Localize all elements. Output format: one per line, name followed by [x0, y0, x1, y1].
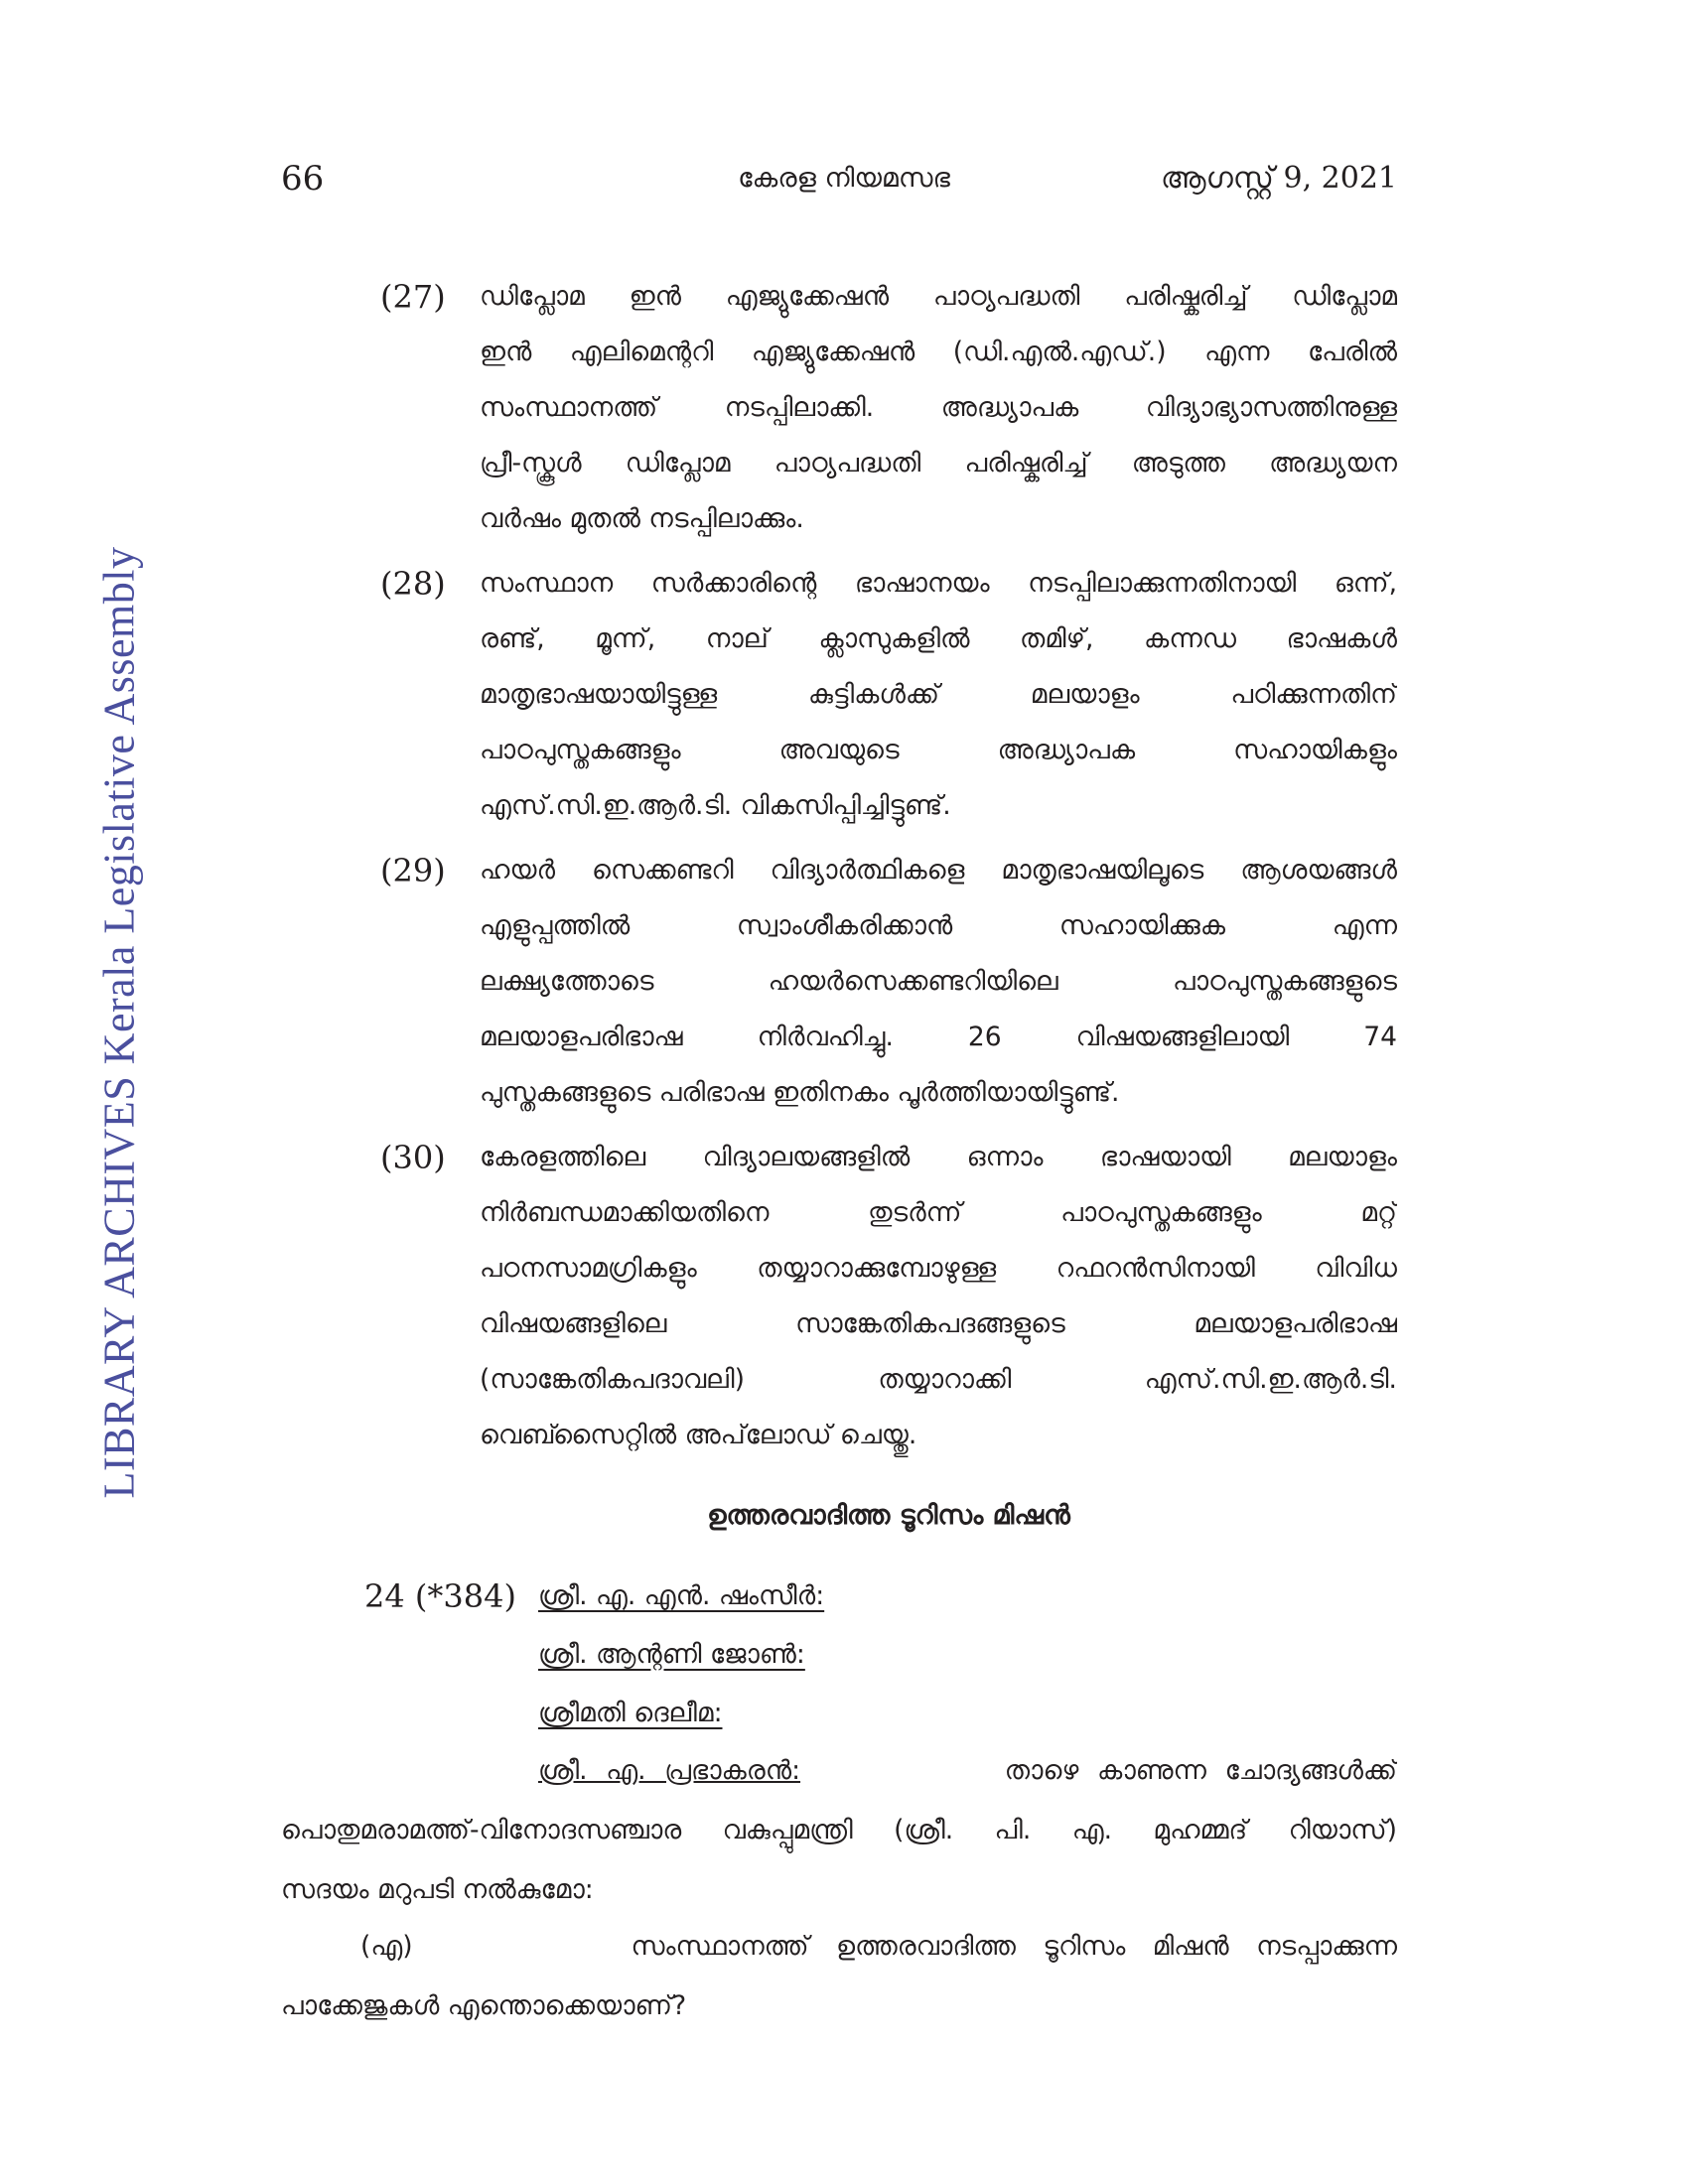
text-line: ഹയർ സെക്കണ്ടറി വിദ്യാർത്ഥികളെ മാതൃഭാഷയിലൂടെ ആശയങ്ങൾ	[480, 855, 1397, 886]
text-line: (സാങ്കേതികപദാവലി) തയ്യാറാക്കി എസ്.സി.ഇ.ആർ.ടി.	[480, 1364, 1397, 1395]
page-number: 66	[281, 159, 325, 199]
member-name-text: ശ്രീമതി ദെലീമ:	[538, 1698, 723, 1728]
text-line: മലയാളപരിഭാഷ നിർവഹിച്ചു. 26 വിഷയങ്ങളിലായി 74	[480, 1022, 1397, 1052]
archive-watermark: LIBRARY ARCHIVES Kerala Legislative Assembly	[94, 546, 144, 1499]
item-number: (29)	[380, 852, 446, 889]
sub-question-a	[281, 1917, 1397, 2036]
item-number: (27)	[380, 278, 446, 316]
text-line: പഠനസാമഗ്രികളും തയ്യാറാക്കുമ്പോഴുള്ള റഫറൻസിനായി വിവിധ	[480, 1253, 1397, 1284]
member-name-text: ശ്രീ. എ. പ്രഭാകരൻ:	[538, 1755, 801, 1786]
member-name	[538, 1569, 824, 1624]
text-line: ലക്ഷ്യത്തോടെ ഹയർസെക്കണ്ടറിയിലെ പാഠപുസ്തകങ്ങളുടെ	[480, 966, 1397, 997]
member-name	[538, 1686, 723, 1741]
text-line: എളുപ്പത്തിൽ സ്വാംശീകരിക്കാൻ സഹായിക്കുക എന്ന	[480, 910, 1397, 941]
text-line: കേരളത്തിലെ വിദ്യാലയങ്ങളിൽ ഒന്നാം ഭാഷയായി മലയാളം	[480, 1142, 1397, 1172]
item-number: (30)	[380, 1139, 446, 1176]
sub-question-label: (എ)	[360, 1931, 413, 1962]
section-heading: ഉത്തരവാദിത്ത ടൂറിസം മിഷൻ	[707, 1500, 1070, 1531]
text-line: സദയം മറുപടി നൽകുമോ:	[281, 1874, 594, 1905]
member-name-text: ശ്രീ. ആന്റണി ജോൺ:	[538, 1639, 805, 1670]
text-line: പുസ്തകങ്ങളുടെ പരിഭാഷ ഇതിനകം പൂർത്തിയായിട്ടുണ്ട്.	[480, 1077, 1120, 1108]
item-text	[480, 1130, 1397, 1463]
text-line: പൊതുമരാമത്ത്-വിനോദസഞ്ചാര വകുപ്പുമന്ത്രി (ശ്രീ. പി. എ. മുഹമ്മദ് റിയാസ്)	[281, 1815, 1397, 1845]
page-header-title: കേരള നിയമസഭ	[738, 163, 950, 194]
text-line: ഡിപ്ലോമ ഇൻ എജ്യുക്കേഷൻ പാഠ്യപദ്ധതി പരിഷ്കരിച്ച് ഡിപ്ലോമ	[480, 281, 1397, 312]
text-line: പാഠപുസ്തകങ്ങളും അവയുടെ അദ്ധ്യാപക സഹായികളും	[480, 735, 1397, 765]
question-intro	[281, 1741, 1397, 1920]
member-name-text: ശ്രീ. എ. എൻ. ഷംസീർ:	[538, 1580, 825, 1611]
text-line: സംസ്ഥാന സർക്കാരിന്റെ ഭാഷാനയം നടപ്പിലാക്കുന്നതിനായി ഒന്ന്,	[480, 568, 1397, 599]
member-name	[538, 1627, 805, 1683]
text-line: ഇൻ എലിമെന്ററി എജ്യുക്കേഷൻ (ഡി.എൽ.എഡ്.) എന്ന പേരിൽ	[480, 337, 1397, 367]
text-line: രണ്ട്, മൂന്ന്, നാല് ക്ലാസുകളിൽ തമിഴ്, കന്നഡ ഭാഷകൾ	[480, 623, 1397, 654]
item-text	[480, 843, 1397, 1121]
intro-text: താഴെ കാണുന്ന ചോദ്യങ്ങൾക്ക്	[1004, 1755, 1397, 1786]
item-text	[480, 269, 1397, 547]
item-number: (28)	[380, 565, 446, 603]
text-line: മാതൃഭാഷയായിട്ടുള്ള കുട്ടികൾക്ക് മലയാളം പഠിക്കുന്നതിന്	[480, 679, 1397, 710]
text-line: വെബ്സൈറ്റിൽ അപ്‌ലോഡ് ചെയ്തു.	[480, 1420, 917, 1450]
text-line: പാക്കേജുകൾ എന്തൊക്കെയാണ്?	[281, 1990, 687, 2021]
sub-question-text: സംസ്ഥാനത്ത് ഉത്തരവാദിത്ത ടൂറിസം മിഷൻ നടപ്പാക്കുന്ന	[631, 1931, 1397, 1962]
text-line: വിഷയങ്ങളിലെ സാങ്കേതികപദങ്ങളുടെ മലയാളപരിഭാഷ	[480, 1308, 1397, 1339]
text-line	[281, 1917, 1397, 1977]
text-line: പ്രീ-സ്കൂൾ ഡിപ്ലോമ പാഠ്യപദ്ധതി പരിഷ്കരിച്ച് അടുത്ത അദ്ധ്യയന	[480, 448, 1397, 478]
page-header-date: ആഗസ്റ്റ് 9, 2021	[1160, 161, 1397, 196]
question-number: 24 (*384)	[364, 1577, 516, 1615]
text-line: വർഷം മുതൽ നടപ്പിലാക്കും.	[480, 503, 804, 534]
text-line	[281, 1741, 1397, 1801]
item-text	[480, 556, 1397, 834]
text-line: എസ്.സി.ഇ.ആർ.ടി. വികസിപ്പിച്ചിട്ടുണ്ട്.	[480, 790, 951, 821]
text-line: സംസ്ഥാനത്ത് നടപ്പിലാക്കി. അദ്ധ്യാപക വിദ്യാഭ്യാസത്തിനുള്ള	[480, 392, 1397, 423]
text-line: നിർബന്ധമാക്കിയതിനെ തുടർന്ന് പാഠപുസ്തകങ്ങളും മറ്റ്	[480, 1197, 1397, 1228]
